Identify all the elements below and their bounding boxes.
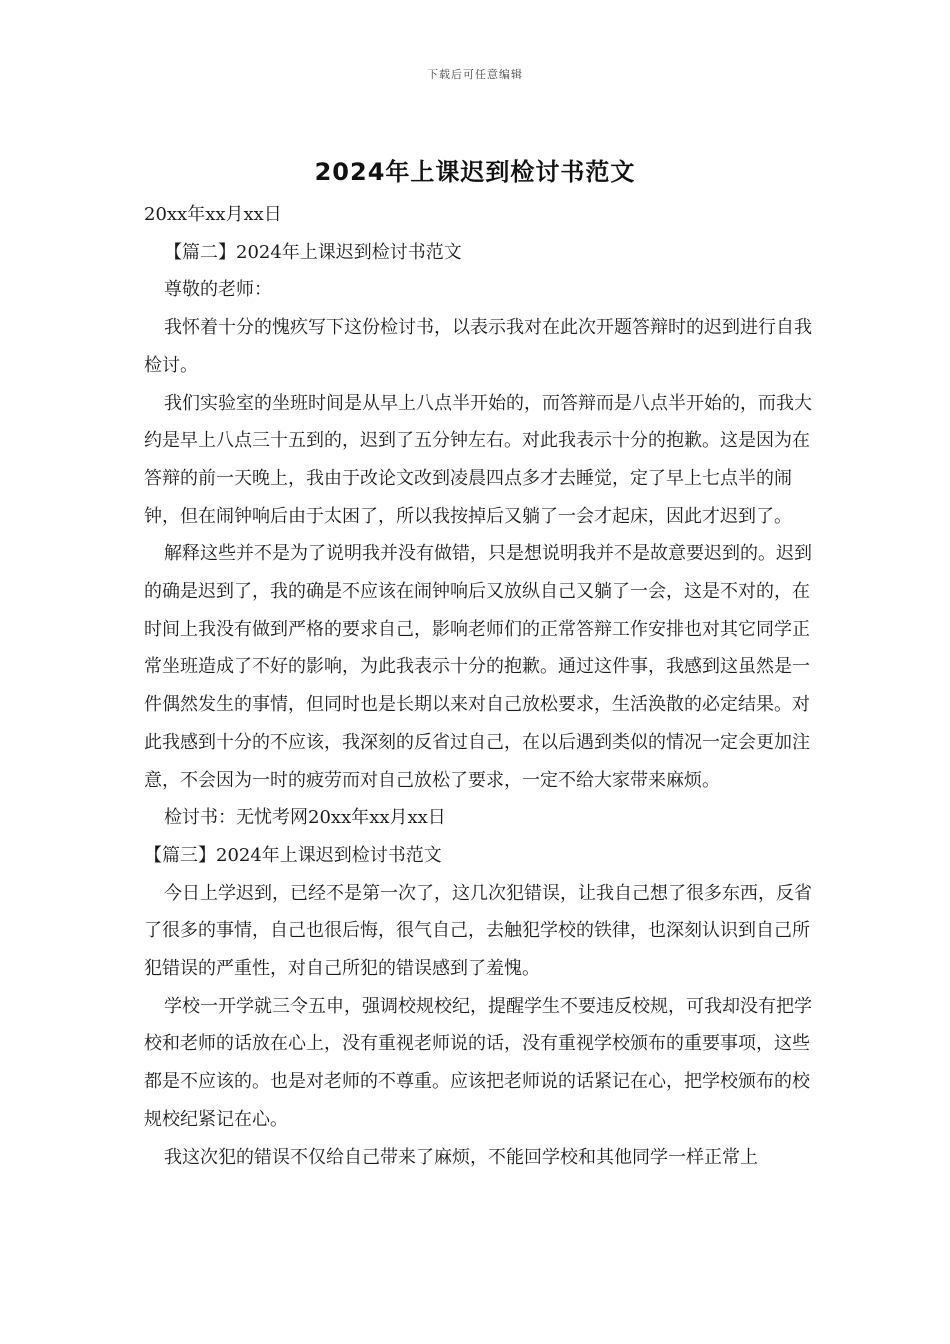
paragraph: 解释这些并不是为了说明我并没有做错，只是想说明我并不是故意要迟到的。迟到的确是迟到了，我的确是不应该在闹钟响后又放纵自己又躺了一会，这是不对的，在时间上我没有做到严格的要求自己，影响老师们的正常答辩工作安排也对其它同学正常坐班造成了不好的影响，为此我表示十分的抱歉。通过这件事，我感到这虽然是一件偶然发生的事情，但同时也是长期以来对自己放松要求，生活涣散的必定结果。对此我感到十分的不应该，我深刻的反省过自己，在以后遇到类似的情况一定会更加注意，不会因为一时的疲劳而对自己放松了要求，一定不给大家带来麻烦。 <box>144 543 812 791</box>
section-heading-3: 【篇三】2024年上课迟到检讨书范文 <box>144 844 442 866</box>
salutation: 尊敬的老师： <box>164 279 272 301</box>
paragraph: 我这次犯的错误不仅给自己带来了麻烦，不能回学校和其他同学一样正常上 <box>164 1146 758 1168</box>
section-heading-2: 【篇二】2024年上课迟到检讨书范文 <box>164 241 462 263</box>
date-line: 20xx年xx月xx日 <box>144 204 282 225</box>
document-body <box>144 196 820 1176</box>
paragraph: 我怀着十分的愧疚写下这份检讨书，以表示我对在此次开题答辩时的迟到进行自我检讨。 <box>144 317 812 376</box>
signature-line: 检讨书：无忧考网20xx年xx月xx日 <box>164 807 446 829</box>
paragraph: 今日上学迟到，已经不是第一次了，这几次犯错误，让我自己想了很多东西，反省了很多的事情，自己也很后悔，很气自己，去触犯学校的铁律，也深刻认识到自己所犯错误的严重性，对自己所犯的错误感到了羞愧。 <box>144 882 812 980</box>
paragraph: 我们实验室的坐班时间是从早上八点半开始的，而答辩而是八点半开始的，而我大约是早上八点三十五到的，迟到了五分钟左右。对此我表示十分的抱歉。这是因为在答辩的前一天晚上，我由于改论文改到凌晨四点多才去睡觉，定了早上七点半的闹钟，但在闹钟响后由于太困了，所以我按掉后又躺了一会才起床，因此才迟到了。 <box>144 392 812 527</box>
header-note: 下载后可任意编辑 <box>427 68 523 81</box>
paragraph: 学校一开学就三令五申，强调校规校纪，提醒学生不要违反校规，可我却没有把学校和老师的话放在心上，没有重视老师说的话，没有重视学校颁布的重要事项，这些都是不应该的。也是对老师的不尊重。应该把老师说的话紧记在心，把学校颁布的校规校纪紧记在心。 <box>144 995 812 1130</box>
document-title: 2024年上课迟到检讨书范文 <box>314 158 636 186</box>
